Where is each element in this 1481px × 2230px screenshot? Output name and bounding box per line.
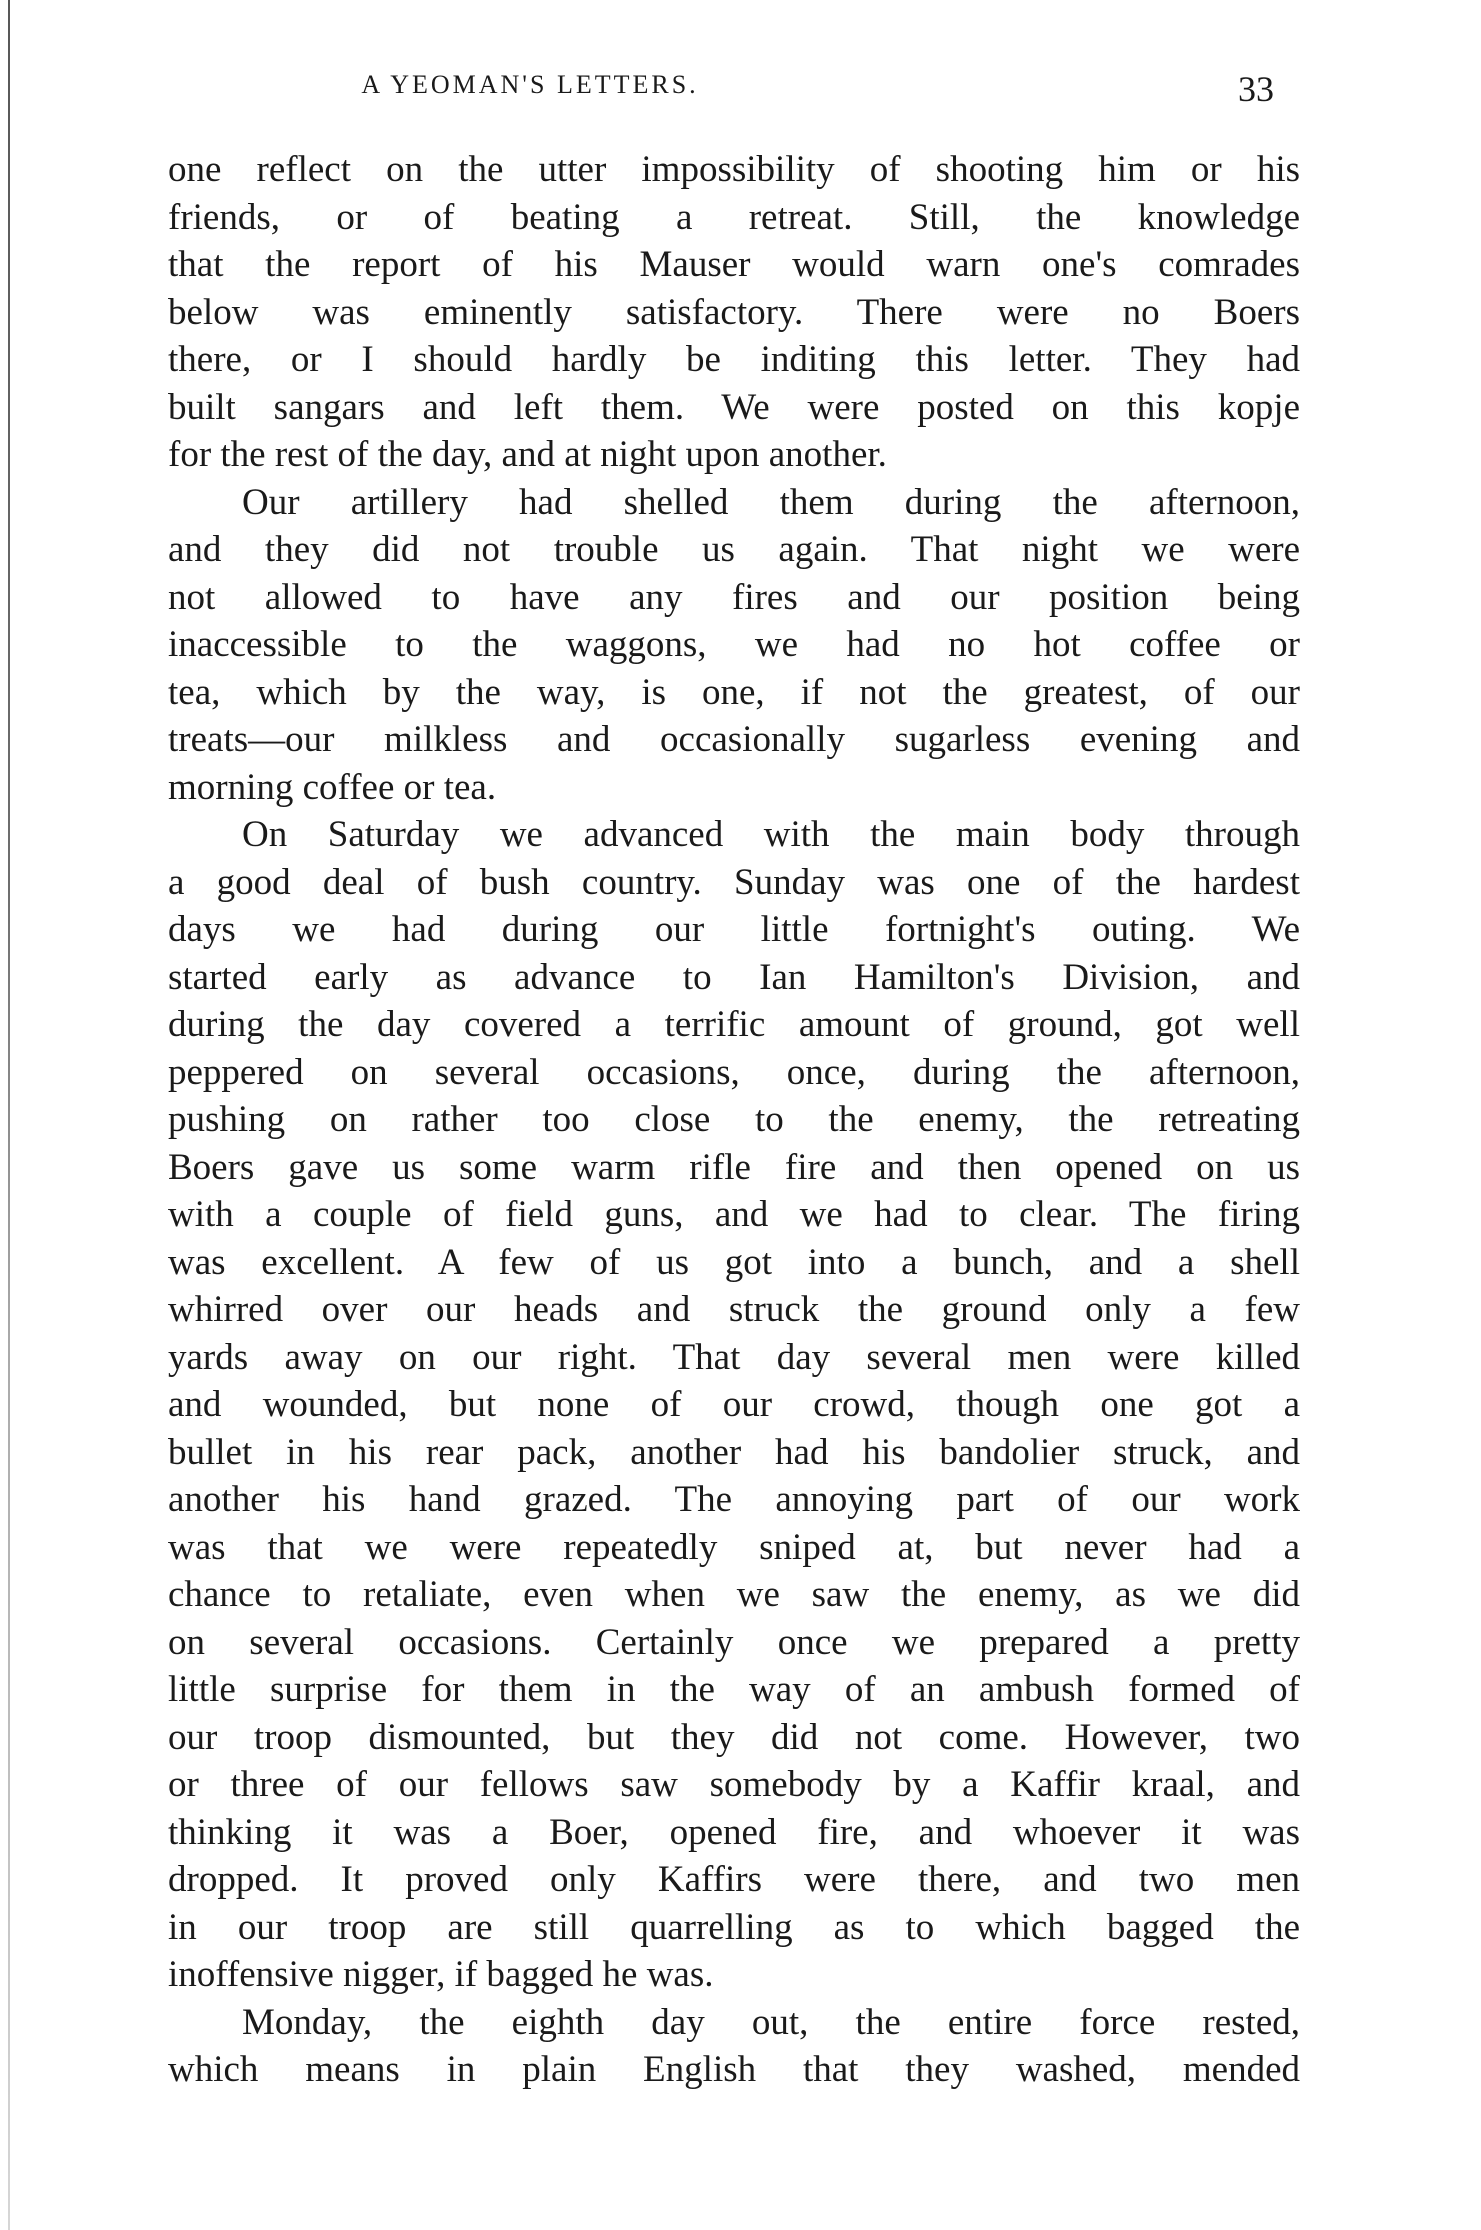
text-line: Boers gave us some warm rifle fire and then opened on us bbox=[168, 1146, 1300, 1188]
text-line: not allowed to have any fires and our position being bbox=[168, 576, 1300, 618]
text-line: during the day covered a terrific amount of ground, got well bbox=[168, 1004, 1300, 1045]
text-line: treats—our milkless and occasionally sugarless evening and bbox=[168, 719, 1300, 760]
text-line: for the rest of the day, and at night upon another. bbox=[168, 434, 887, 475]
text-line: days we had during our little fortnight's outing. We bbox=[168, 909, 1300, 950]
text-line: morning coffee or tea. bbox=[168, 766, 497, 808]
text-line: which means in plain English that they washed, mended bbox=[168, 2049, 1300, 2090]
text-line: thinking it was a Boer, opened fire, and whoever it was bbox=[168, 1811, 1300, 1853]
text-line: chance to retaliate, even when we saw the enemy, as we did bbox=[168, 1574, 1300, 1615]
text-line: peppered on several occasions, once, during the afternoon, bbox=[168, 1051, 1300, 1093]
text-line: pushing on rather too close to the enemy, the retreating bbox=[168, 1099, 1300, 1140]
text-line: in our troop are still quarrelling as to which bagged the bbox=[168, 1906, 1300, 1948]
text-line: Our artillery had shelled them during the afternoon, bbox=[242, 481, 1300, 523]
text-line: on several occasions. Certainly once we prepared a pretty bbox=[168, 1621, 1300, 1663]
text-line: and they did not trouble us again. That night we were bbox=[168, 529, 1300, 570]
text-line: was that we were repeatedly sniped at, but never had a bbox=[168, 1526, 1300, 1568]
text-line: below was eminently satisfactory. There were no Boers bbox=[168, 291, 1300, 333]
text-line: built sangars and left them. We were posted on this kopje bbox=[168, 386, 1300, 428]
text-line: was excellent. A few of us got into a bunch, and a shell bbox=[168, 1241, 1300, 1283]
text-line: inaccessible to the waggons, we had no hot coffee or bbox=[168, 624, 1300, 665]
text-line: inoffensive nigger, if bagged he was. bbox=[168, 1954, 714, 1995]
text-line: another his hand grazed. The annoying part of our work bbox=[168, 1479, 1300, 1520]
text-line: Monday, the eighth day out, the entire force rested, bbox=[242, 2001, 1300, 2043]
text-line: and wounded, but none of our crowd, though one got a bbox=[168, 1384, 1300, 1425]
text-line: tea, which by the way, is one, if not the greatest, of our bbox=[168, 671, 1300, 713]
page-number: 33 bbox=[1238, 69, 1274, 109]
text-line: dropped. It proved only Kaffirs were there, and two men bbox=[168, 1859, 1300, 1900]
running-title: A YEOMAN'S LETTERS. bbox=[361, 70, 699, 99]
running-head bbox=[0, 70, 1481, 120]
text-line: little surprise for them in the way of an ambush formed of bbox=[168, 1669, 1300, 1710]
binding-edge bbox=[8, 0, 10, 2230]
text-line: bullet in his rear pack, another had his bandolier struck, and bbox=[168, 1431, 1300, 1473]
text-line: started early as advance to Ian Hamilton's Division, and bbox=[168, 956, 1300, 998]
body-text bbox=[168, 146, 1300, 2094]
text-line: a good deal of bush country. Sunday was one of the hardest bbox=[168, 861, 1300, 903]
text-line: or three of our fellows saw somebody by a Kaffir kraal, and bbox=[168, 1764, 1300, 1805]
text-line: there, or I should hardly be inditing this letter. They had bbox=[168, 339, 1300, 380]
text-line: with a couple of field guns, and we had to clear. The firing bbox=[168, 1194, 1300, 1235]
text-line: friends, or of beating a retreat. Still, the knowledge bbox=[168, 196, 1300, 238]
text-line: whirred over our heads and struck the ground only a few bbox=[168, 1289, 1300, 1330]
text-line: our troop dismounted, but they did not come. However, two bbox=[168, 1716, 1300, 1758]
text-line: that the report of his Mauser would warn one's comrades bbox=[168, 244, 1300, 285]
text-line: yards away on our right. That day several men were killed bbox=[168, 1336, 1300, 1378]
text-line: On Saturday we advanced with the main body through bbox=[242, 814, 1300, 855]
text-line: one reflect on the utter impossibility of shooting him or his bbox=[168, 149, 1300, 190]
